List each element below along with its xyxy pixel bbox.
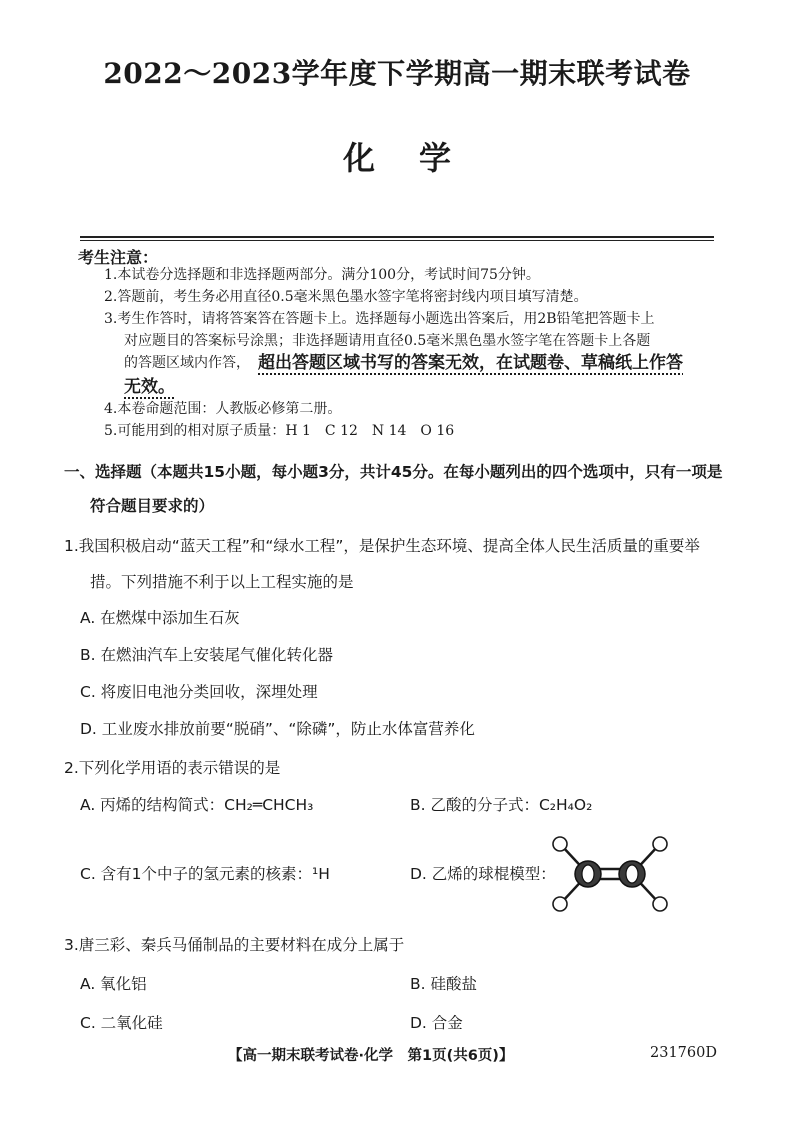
q1-option-c: C. 将废旧电池分类回收，深埋处理	[80, 683, 318, 701]
notice-emphasis: 超出答题区域书写的答案无效，在试题卷、草稿纸上作答	[258, 353, 683, 373]
notice-item-1: 1.本试卷分选择题和非选择题两部分。满分100分，考试时间75分钟。	[104, 267, 540, 283]
hydrogen-atom-balls	[553, 837, 667, 911]
q1-option-d: D. 工业废水排放前要“脱硝”、“除磷”，防止水体富营养化	[80, 720, 475, 738]
q3-option-a: A. 氧化铝	[80, 975, 147, 993]
q3-option-d: D. 合金	[410, 1014, 463, 1032]
q3-option-c: C. 二氧化硅	[80, 1014, 163, 1032]
q2-stem: 2.下列化学用语的表示错误的是	[64, 759, 281, 777]
q2-option-c: C. 含有1个中子的氢元素的核素：¹H	[80, 865, 330, 883]
divider-thin	[80, 240, 714, 241]
q1-option-a: A. 在燃煤中添加生石灰	[80, 609, 240, 627]
notice-item-3: 3.考生作答时，请将答案答在答题卡上。选择题每小题选出答案后，用2B铅笔把答题卡上	[104, 311, 655, 327]
section-heading-cont: 符合题目要求的）	[90, 497, 215, 515]
q2-option-b: B. 乙酸的分子式：C₂H₄O₂	[410, 796, 593, 814]
carbon-atom-balls	[575, 861, 645, 887]
notice-heading: 考生注意：	[78, 248, 159, 267]
notice-emphasis-end: 无效。	[124, 377, 175, 397]
notice-item-2: 2.答题前，考生务必用直径0.5毫米黑色墨水签字笔将密封线内项目填写清楚。	[104, 289, 588, 305]
q2-option-a: A. 丙烯的结构简式：CH₂═CHCH₃	[80, 796, 314, 814]
q1-stem: 1.我国积极启动“蓝天工程”和“绿水工程”，是保护生态环境、提高全体人民生活质量的重要举	[64, 537, 700, 555]
paper-code: 231760D	[650, 1045, 717, 1061]
exam-title: 2022～2023学年度下学期高一期末联考试卷	[103, 57, 691, 90]
notice-item-3-cont1: 对应题目的答案标号涂黑；非选择题请用直径0.5毫米黑色墨水签字笔在答题卡上各题	[124, 333, 651, 349]
notice-item-5: 5.可能用到的相对原子质量：H 1 C 12 N 14 O 16	[104, 423, 455, 439]
ethylene-ball-stick-model	[548, 832, 672, 914]
divider-thick	[80, 236, 714, 238]
section-heading: 一、选择题（本题共15小题，每小题3分，共计45分。在每小题列出的四个选项中，只有一项是	[64, 463, 723, 481]
page-footer: 【高一期末联考试卷·化学 第1页(共6页)】	[228, 1048, 514, 1064]
q2-option-d: D. 乙烯的球棍模型：	[410, 865, 556, 883]
subject-title: 化学	[342, 139, 495, 177]
q3-option-b: B. 硅酸盐	[410, 975, 477, 993]
notice-item-3-cont2: 的答题区域内作答，	[124, 355, 250, 371]
q1-stem-cont: 措。下列措施不利于以上工程实施的是	[90, 573, 354, 591]
notice-item-4: 4.本卷命题范围：人教版必修第二册。	[104, 401, 342, 417]
q1-option-b: B. 在燃油汽车上安装尾气催化转化器	[80, 646, 333, 664]
q3-stem: 3.唐三彩、秦兵马俑制品的主要材料在成分上属于	[64, 936, 405, 954]
